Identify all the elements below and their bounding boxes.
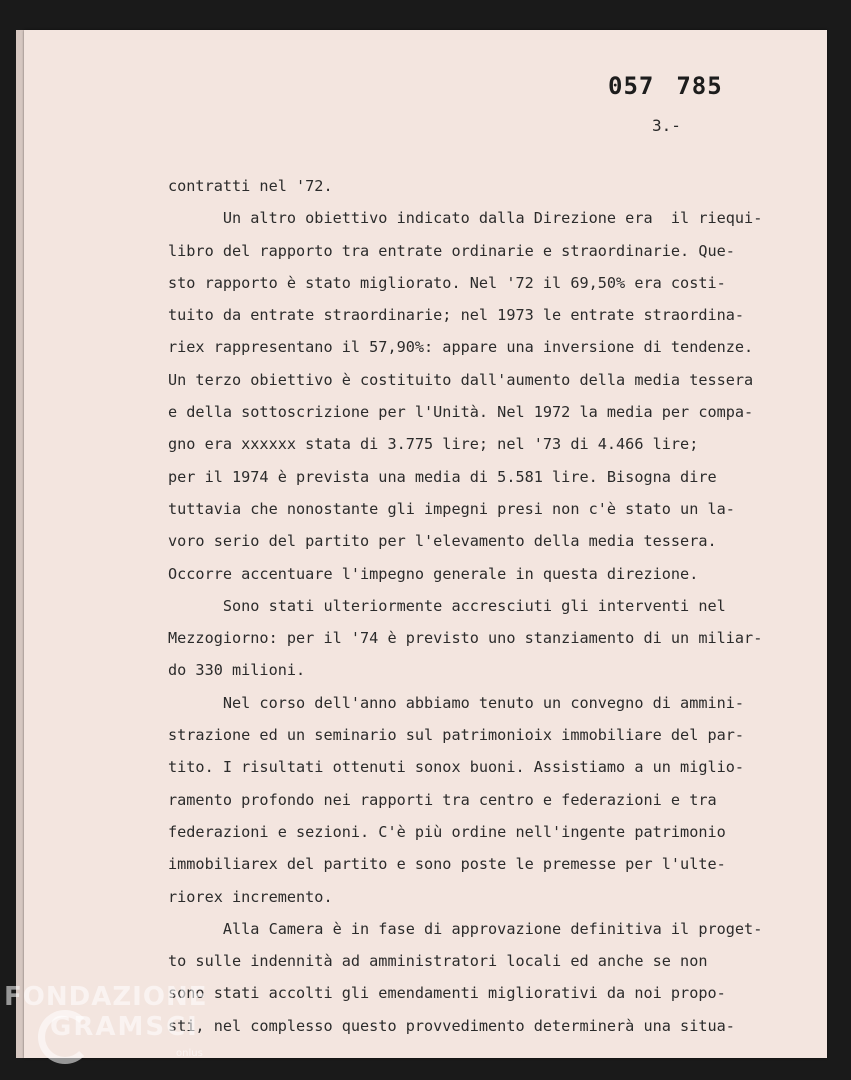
text-line: to sulle indennità ad amministratori locali ed anche se non — [168, 952, 708, 971]
archive-number — [608, 72, 723, 100]
page-edge-strip — [16, 30, 24, 1058]
watermark-line2: GRAMSCI — [50, 1012, 199, 1042]
text-line: Un altro obiettivo indicato dalla Direzione era il riequi- — [168, 209, 763, 228]
gramsci-logo-icon — [38, 1010, 92, 1064]
archive-number-part2: 785 — [676, 72, 723, 100]
text-line: do 330 milioni. — [168, 661, 306, 680]
archive-number-part1: 057 — [608, 72, 655, 100]
text-line: ramento profondo nei rapporti tra centro e federazioni e tra — [168, 790, 717, 809]
watermark-line3: onlus — [176, 1048, 203, 1059]
text-line: Un terzo obiettivo è costituito dall'aumento della media tessera — [168, 370, 754, 389]
text-line: gno era xxxxxx stata di 3.775 lire; nel '73 di 4.466 lire; — [168, 435, 699, 454]
text-line: riex rappresentano il 57,90%: appare una inversione di tendenze. — [168, 338, 754, 357]
text-line: Nel corso dell'anno abbiamo tenuto un convegno di ammini- — [168, 693, 745, 712]
text-line: Sono stati ulteriormente accresciuti gli interventi nel — [168, 596, 726, 615]
text-line: strazione ed un seminario sul patrimonioix immobiliare del par- — [168, 726, 745, 745]
text-line: contratti nel '72. — [168, 177, 333, 195]
page-number: 3.- — [652, 116, 681, 135]
text-line: Occorre accentuare l'impegno generale in questa direzione. — [168, 564, 699, 583]
text-line: libro del rapporto tra entrate ordinarie e straordinarie. Que- — [168, 241, 735, 260]
text-line: sto rapporto è stato migliorato. Nel '72 il 69,50% era costi- — [168, 273, 726, 292]
text-line: tuttavia che nonostante gli impegni presi non c'è stato un la- — [168, 499, 735, 518]
document-page — [24, 30, 827, 1058]
text-line: Alla Camera è in fase di approvazione definitiva il proget- — [168, 919, 763, 938]
text-line: Mezzogiorno: per il '74 è previsto uno stanziamento di un miliar- — [168, 629, 763, 648]
text-line: per il 1974 è prevista una media di 5.581 lire. Bisogna dire — [168, 467, 717, 486]
text-line: federazioni e sezioni. C'è più ordine nell'ingente patrimonio — [168, 822, 726, 841]
watermark-line1: FONDAZIONE — [4, 982, 208, 1012]
text-line: sono stati accolti gli emendamenti migliorativi da noi propo- — [168, 984, 726, 1003]
text-line: sti, nel complesso questo provvedimento determinerà una situa- — [168, 1016, 735, 1035]
fondazione-gramsci-watermark — [4, 982, 208, 1059]
text-line: voro serio del partito per l'elevamento della media tessera. — [168, 532, 717, 551]
text-line: riorex incremento. — [168, 887, 333, 906]
text-line: immobiliarex del partito e sono poste le premesse per l'ulte- — [168, 855, 726, 874]
text-line: tuito da entrate straordinarie; nel 1973 le entrate straordina- — [168, 306, 745, 325]
text-line: e della sottoscrizione per l'Unità. Nel 1972 la media per compa- — [168, 403, 754, 422]
text-line: tito. I risultati ottenuti sonox buoni. Assistiamo a un miglio- — [168, 758, 745, 777]
typewritten-body — [168, 170, 818, 1042]
